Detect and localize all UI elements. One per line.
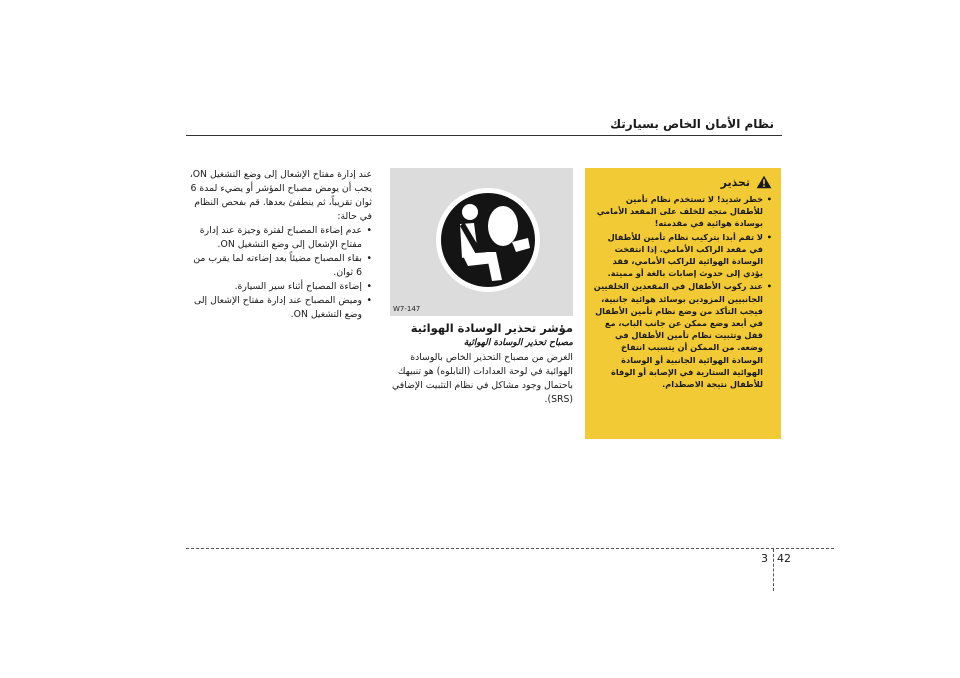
inspection-item: • عدم إضاءة المصباح لفترة وجيزة عند إدارة مفتاح الإشعال إلى وضع التشغيل ON. [188, 224, 372, 252]
chapter-number: 3 [761, 552, 768, 565]
warning-list [592, 193, 772, 390]
indicator-subheading: مصباح تحذير الوسادة الهوائية [463, 338, 573, 348]
warning-item: • عند ركوب الأطفال في المقعدين الخلفيين الجانبيين المزودين بوسائد هوائية جانبية، فيجب التأكد من وضع نظام تأمين الأطفال في أبعد وضع ممكن عن جانب الباب، مع قفل وتثبيت نظام تأمين الأطفال في وضعه. من الممكن أن يتسبب انتفاخ الوسادة الهوائية الجانبية أو الوسادة الهوائية الستارية في الإصابة أو الوفاة للأطفال نتيجة الاصطدام. [592, 280, 772, 390]
warning-header [592, 175, 772, 189]
indicator-body: الغرض من مصباح التحذير الخاص بالوسادة الهوائية في لوحة العدادات (التابلوه) هو تنبيهك باحتمال وجود مشاكل في نظام التثبيت الإضافي (SRS). [392, 352, 573, 405]
footer-divider [773, 549, 774, 591]
section-title: نظام الأمان الخاص بسيارتك [610, 117, 774, 131]
header-rule [186, 135, 782, 136]
inspection-item: • بقاء المصباح مضيئاً بعد إضاءته لما يقرب من 6 ثوان. [188, 252, 372, 280]
inspection-intro [188, 168, 372, 224]
warning-item: • لا تقم أبدا بتركيب نظام تأمين للأطفال في مقعد الراكب الأمامي. إذا انتفخت الوسادة الهوائية للراكب الأمامي، فقد يؤدي إلى حدوث إصابات بالغة أو مميتة. [592, 231, 772, 280]
inspection-intro-text: عند إدارة مفتاح الإشعال إلى وضع التشغيل ON، يجب أن يومض مصباح المؤشر أو يضيء لمدة 6 ثوان تقريباً، ثم ينطفئ بعدها. [189, 169, 372, 208]
inspection-section [188, 168, 372, 322]
airbag-warning-icon [390, 168, 573, 316]
footer-rule [186, 548, 834, 549]
figure-code: W7-147 [393, 305, 421, 313]
inspection-item: • وميض المصباح عند إدارة مفتاح الإشعال إلى وضع التشغيل ON. [188, 294, 372, 322]
airbag-figure [390, 168, 573, 316]
inspection-list [188, 224, 372, 322]
warning-box [585, 168, 781, 439]
warning-triangle-icon [756, 175, 772, 189]
warning-title: تحذير [720, 175, 750, 189]
inspection-item: • إضاءة المصباح أثناء سير السيارة. [188, 280, 372, 294]
inspection-check-intro: قم بفحص النظام في حالة: [194, 197, 372, 222]
warning-item: • خطر شديد! لا تستخدم نظام تأمين للأطفال متجه للخلف على المقعد الأمامي بوسادة هوائية في مقدمته! [592, 193, 772, 230]
indicator-section [390, 321, 573, 407]
indicator-heading: مؤشر تحذير الوسادة الهوائية [410, 321, 573, 335]
page-number: 42 [777, 552, 791, 565]
